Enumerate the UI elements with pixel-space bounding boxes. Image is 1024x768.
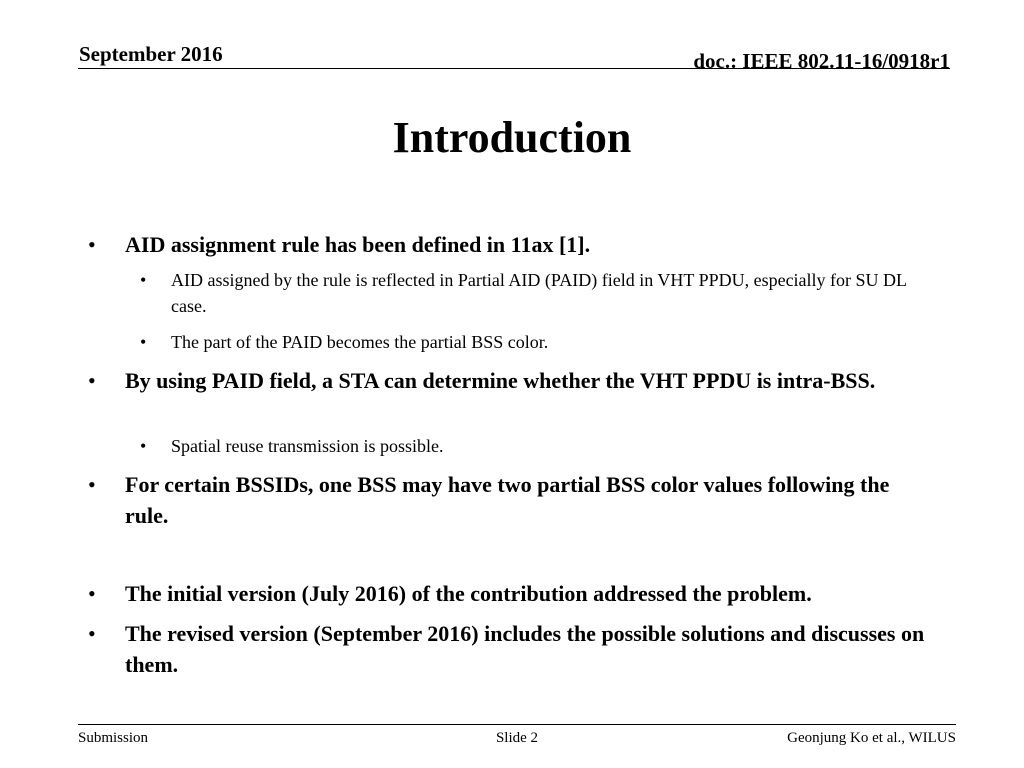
- sub-bullet-1-2-text: The part of the PAID becomes the partial BSS color.: [171, 332, 549, 352]
- bullet-icon: •: [88, 581, 96, 606]
- bullet-icon: •: [140, 436, 147, 456]
- bullet-icon: •: [140, 332, 147, 352]
- bullet-icon: •: [88, 472, 96, 497]
- sub-bullet-1-2: [140, 329, 931, 355]
- sub-bullet-1-1: [140, 267, 931, 319]
- sub-bullet-1-1-text: AID assigned by the rule is reflected in Partial AID (PAID) field in VHT PPDU, especially for SU DL case.: [171, 270, 907, 316]
- bullet-3-text: For certain BSSIDs, one BSS may have two partial BSS color values following the rule.: [125, 472, 890, 528]
- sub-bullet-2-1-text: Spatial reuse transmission is possible.: [171, 436, 444, 456]
- bullet-icon: •: [88, 368, 96, 393]
- bullet-4-text: The initial version (July 2016) of the contribution addressed the problem.: [125, 581, 812, 606]
- footer-divider: [78, 724, 956, 725]
- bullet-icon: •: [140, 270, 147, 290]
- bullet-5: [88, 618, 945, 680]
- bullet-4: [88, 578, 945, 609]
- bullet-2: [88, 365, 915, 396]
- bullet-icon: •: [88, 621, 96, 646]
- bullet-5-text: The revised version (September 2016) includes the possible solutions and discusses on them.: [125, 621, 925, 677]
- header-date: September 2016: [79, 42, 223, 66]
- footer-author: Geonjung Ko et al., WILUS: [787, 730, 956, 746]
- bullet-1-text: AID assignment rule has been defined in 11ax [1].: [125, 232, 591, 257]
- bullet-1: [88, 229, 925, 260]
- bullet-2-text: By using PAID field, a STA can determine whether the VHT PPDU is intra-BSS.: [125, 368, 876, 393]
- slide-title: Introduction: [392, 113, 632, 162]
- sub-bullet-2-1: [140, 433, 931, 459]
- bullet-3: [88, 469, 905, 531]
- header-doc-id: doc.: IEEE 802.11-16/0918r1: [693, 49, 950, 73]
- bullet-icon: •: [88, 232, 96, 257]
- footer-submission: Submission: [78, 730, 149, 746]
- footer-slide-number: Slide 2: [495, 730, 539, 746]
